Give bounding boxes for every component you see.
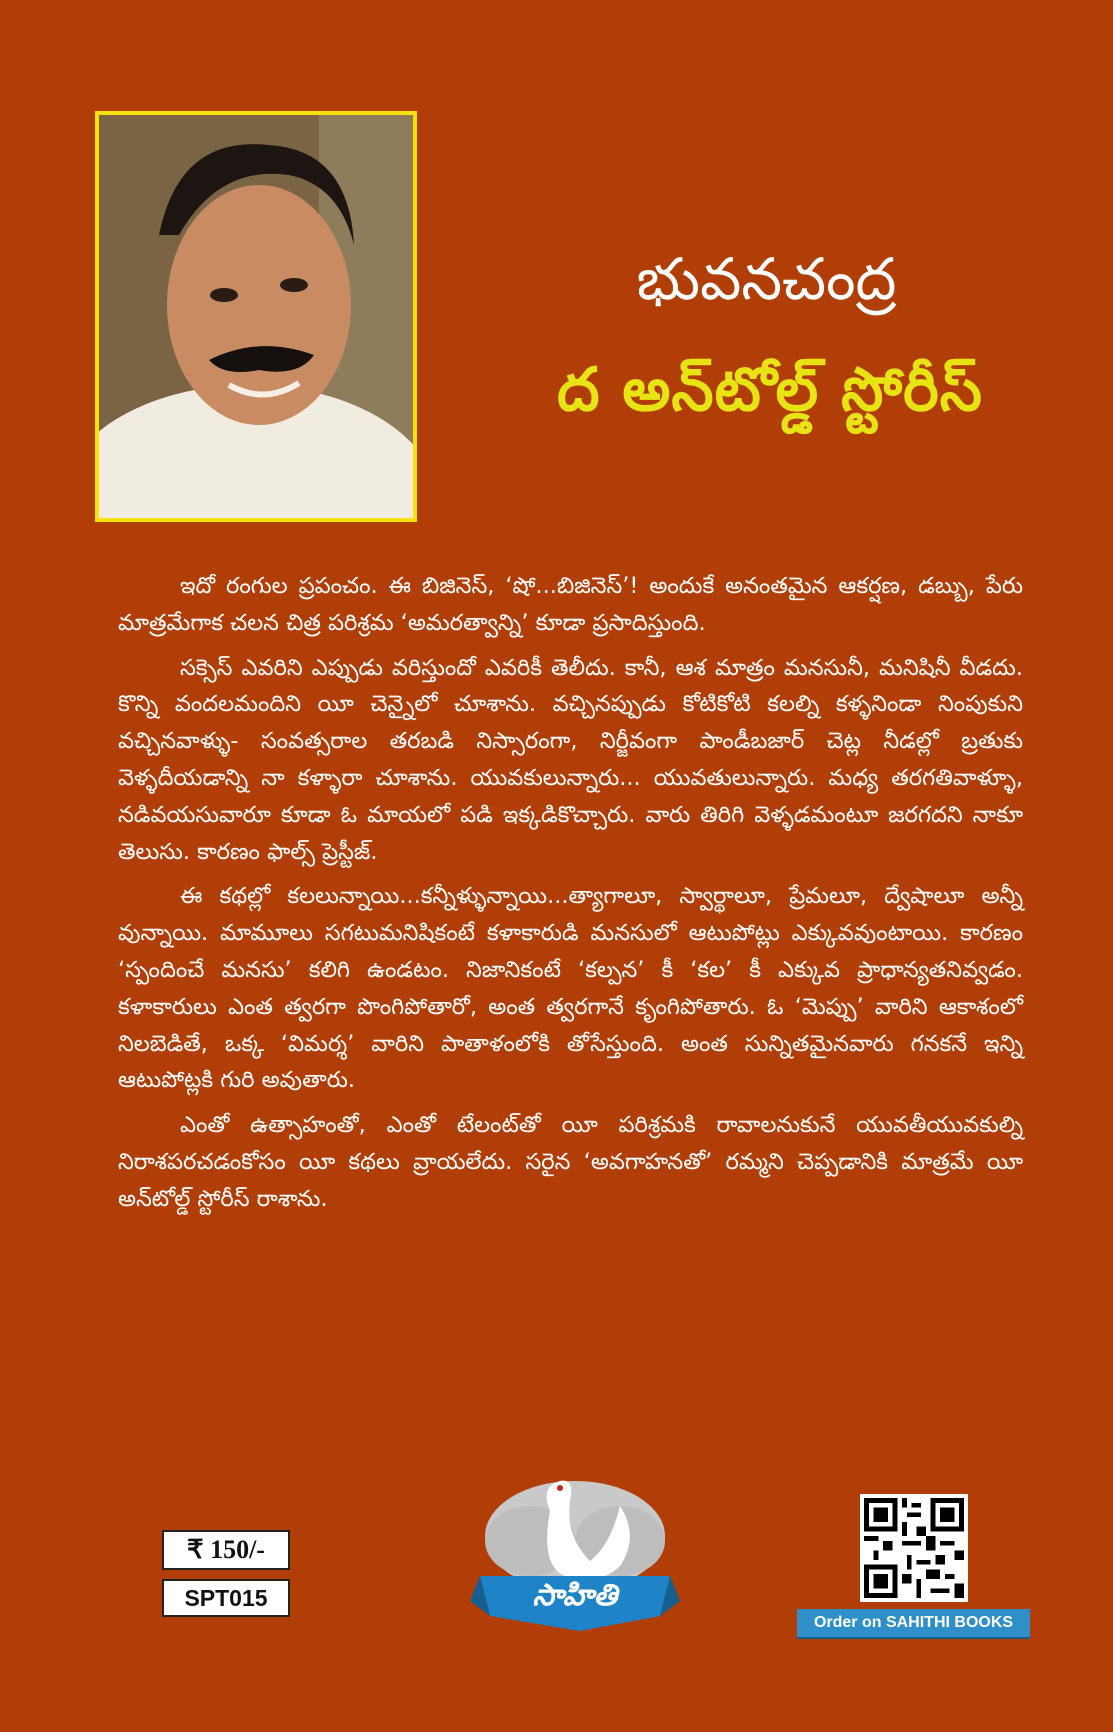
publisher-logo [470,1466,680,1646]
blurb-paragraph: ఎంతో ఉత్సాహంతో, ఎంతో టేలంట్‌తో యీ పరిశ్రమకి రావాలనుకునే యువతీయువకుల్ని నిరాశపరచడంకోసం యీ కథలు వ్రాయలేదు. సరైన ‘అవగాహనతో’ రమ్మని చెప్పడానికి మాత్రమే యీ అన్‌టోల్డ్ స్టోరీస్ రాశాను. [118,1112,1023,1212]
blurb-paragraph: ఇదో రంగుల ప్రపంచం. ఈ బిజినెస్, ‘షో...బిజినెస్’! అందుకే అనంతమైన ఆకర్షణ, డబ్బు, పేరు మాత్రమేగాక చలన చిత్ర పరిశ్రమ ‘అమరత్వాన్ని’ కూడా ప్రసాదిస్తుంది. [118,573,1023,636]
back-cover-blurb [118,568,1023,1226]
qr-code [860,1494,968,1602]
blurb-paragraph: సక్సెస్ ఎవరిని ఎప్పుడు వరిస్తుందో ఎవరికీ తెలీదు. కానీ, ఆశ మాత్రం మనసునీ, మనిషినీ వీడదు. కొన్ని వందలమందిని యీ చెన్నైలో చూశాను. వచ్చినప్పుడు కోటికోటి కలల్ని కళ్ళనిండా నింపుకుని వచ్చినవాళ్ళు- సంవత్సరాల తరబడి నిస్సారంగా, నిర్జీవంగా పాండీబజార్ చెట్ల నీడల్లో బ్రతుకు వెళ్ళదీయడాన్ని నా కళ్ళారా చూశాను. యువకులున్నారు... యువతులున్నారు. మధ్య తరగతివాళ్ళూ, నడివయసువారూ కూడా ఓ మాయలో పడి ఇక్కడికొచ్చారు. వారు తిరిగి వెళ్ళడమంటూ జరగదని నాకూ తెలుసు. కారణం ఫాల్స్ ప్రెస్టీజ్. [118,654,1023,865]
order-banner: Order on SAHITHI BOOKS [797,1609,1030,1639]
blurb-paragraph: ఈ కథల్లో కలలున్నాయి...కన్నీళ్ళున్నాయి...త్యాగాలూ, స్వార్థాలూ, ప్రేమలూ, ద్వేషాలూ అన్నీ వున్నాయి. మామూలు సగటుమనిషికంటే కళాకారుడి మనసులో ఆటుపోట్లు ఎక్కువవుంటాయి. కారణం ‘స్పందించే మనసు’ కలిగి ఉండటం. నిజానికంటే ‘కల్పన’ కీ ‘కల’ కీ ఎక్కువ ప్రాధాన్యతనివ్వడం. కళాకారులు ఎంత త్వరగా పొంగిపోతారో, అంత త్వరగానే కృంగిపోతారు. ఓ ‘మెప్పు’ వారిని ఆకాశంలో నిలబెడితే, ఒక్క ‘విమర్శ’ వారిని పాతాళంలోకి తోసేస్తుంది. అంత సున్నితమైనవారు గనకనే ఇన్ని ఆటుపోట్లకి గురి అవుతారు. [118,883,1023,1094]
author-photo [95,111,417,522]
price-label: ₹ 150/- [162,1530,290,1570]
book-code: SPT015 [162,1579,290,1617]
author-name: భువనచంద్ర [636,245,897,313]
logo-text: సాహితి [532,1578,618,1613]
book-title: ద అన్‌టోల్డ్ స్టోరీస్ [557,355,983,425]
